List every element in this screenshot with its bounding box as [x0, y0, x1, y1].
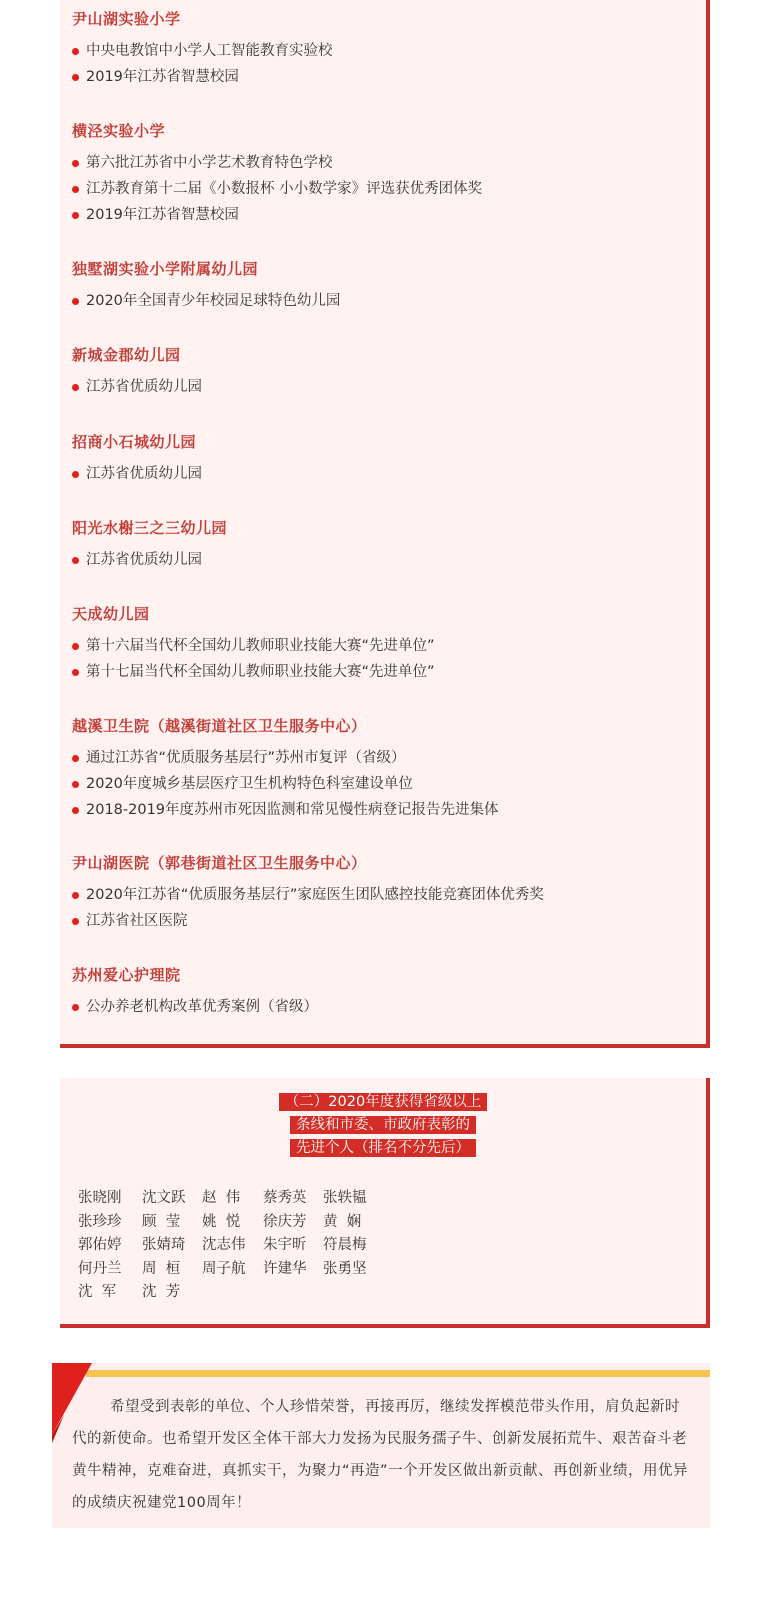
- person-name: 张婧琦: [142, 1237, 186, 1253]
- person-name: 张轶韫: [323, 1190, 367, 1206]
- unit-block: [72, 431, 202, 487]
- unit-block: [72, 715, 499, 823]
- award-item: 第十六届当代杯全国幼儿教师职业技能大赛“先进单位”: [72, 633, 435, 659]
- person-name: 符晨梅: [323, 1237, 367, 1253]
- unit-name: 苏州爱心护理院: [72, 966, 181, 984]
- names-row: [78, 1210, 383, 1234]
- unit-name: 尹山湖实验小学: [72, 10, 181, 28]
- unit-name: 招商小石城幼儿园: [72, 433, 197, 451]
- unit-block: [72, 120, 482, 228]
- unit-block: [72, 603, 435, 685]
- award-item: 江苏教育第十二届《小数报杯 小小数学家》评选获优秀团体奖: [72, 176, 482, 202]
- unit-name: 阳光水榭三之三幼儿园: [72, 519, 228, 537]
- person-name: 张勇坚: [323, 1260, 367, 1277]
- award-item: 公办养老机构改革优秀案例（省级）: [72, 994, 318, 1020]
- award-item: 2020年江苏省“优质服务基层行”家庭医生团队感控技能竞赛团体优秀奖: [72, 882, 544, 908]
- names-row: [78, 1186, 383, 1210]
- section-title-line: （二）2020年度获得省级以上: [60, 1091, 706, 1113]
- person-name: 何丹兰: [78, 1260, 122, 1277]
- unit-block: [72, 258, 340, 314]
- award-item: 2020年度城乡基层医疗卫生机构特色科室建设单位: [72, 771, 499, 797]
- unit-name: 横泾实验小学: [72, 122, 166, 140]
- award-item: 江苏省优质幼儿园: [72, 374, 202, 400]
- unit-name: 天成幼儿园: [72, 605, 150, 623]
- award-item: 2018-2019年度苏州市死因监测和常见慢性病登记报告先进集体: [72, 797, 499, 823]
- person-name: 朱宇昕: [263, 1237, 307, 1253]
- award-item: 2019年江苏省智慧校园: [72, 64, 333, 90]
- gold-accent-bar: [86, 1370, 710, 1377]
- award-item: 2019年江苏省智慧校园: [72, 202, 482, 228]
- unit-block: [72, 852, 544, 934]
- names-row: [78, 1257, 383, 1281]
- names-grid: [78, 1186, 383, 1304]
- unit-block: [72, 517, 227, 573]
- names-row: [78, 1233, 383, 1257]
- person-name: 徐庆芳: [263, 1213, 307, 1230]
- person-name: 周 桓: [142, 1260, 181, 1277]
- unit-block: [72, 8, 333, 90]
- person-name: 顾 莹: [142, 1213, 181, 1230]
- person-name: 许建华: [263, 1260, 307, 1277]
- unit-name: 尹山湖医院（郭巷街道社区卫生服务中心）: [72, 854, 367, 872]
- award-item: 第十七届当代杯全国幼儿教师职业技能大赛“先进单位”: [72, 659, 435, 685]
- award-item: 2020年全国青少年校园足球特色幼儿园: [72, 288, 340, 314]
- person-name: 沈文跃: [142, 1190, 186, 1206]
- award-item: 江苏省优质幼儿园: [72, 461, 202, 487]
- person-name: 郭佑婷: [78, 1237, 122, 1253]
- person-name: 张珍珍: [78, 1213, 122, 1230]
- award-item: 江苏省优质幼儿园: [72, 547, 227, 573]
- person-name: 姚 悦: [202, 1213, 241, 1230]
- person-name: 黄 娴: [323, 1213, 362, 1230]
- award-item: 江苏省社区医院: [72, 908, 544, 934]
- closing-section: [52, 1363, 710, 1528]
- person-name: 赵 伟: [202, 1190, 241, 1206]
- unit-name: 独墅湖实验小学附属幼儿园: [72, 260, 259, 278]
- person-name: 张晓刚: [78, 1190, 122, 1206]
- person-name: 周子航: [202, 1260, 246, 1277]
- person-name: 沈志伟: [202, 1237, 246, 1253]
- section-title-line: 先进个人（排名不分先后）: [60, 1137, 706, 1159]
- closing-paragraph: 希望受到表彰的单位、个人珍惜荣誉，再接再厉，继续发挥模范带头作用，肩负起新时代的新使命。也希望开发区全体干部大力发扬为民服务孺子牛、创新发展拓荒牛、艰苦奋斗老黄牛精神，克难奋进，真抓实干，为聚力“再造”一个开发区做出新贡献、再创新业绩，用优异的成绩庆祝建党100周年！: [72, 1399, 689, 1511]
- unit-block: [72, 964, 318, 1020]
- unit-block: [72, 344, 202, 400]
- names-row: [78, 1280, 383, 1304]
- person-name: 蔡秀英: [263, 1190, 307, 1206]
- unit-name: 新城金郡幼儿园: [72, 346, 181, 364]
- unit-name: 越溪卫生院（越溪街道社区卫生服务中心）: [72, 717, 367, 735]
- individual-honors-card: [60, 1078, 710, 1328]
- award-item: 通过江苏省“优质服务基层行”苏州市复评（省级）: [72, 745, 499, 771]
- person-name: 沈 芳: [142, 1284, 181, 1300]
- unit-honors-card: [60, 0, 710, 1048]
- award-item: 中央电教馆中小学人工智能教育实验校: [72, 38, 333, 64]
- person-name: 沈 军: [78, 1284, 117, 1300]
- award-item: 第六批江苏省中小学艺术教育特色学校: [72, 150, 482, 176]
- section-title-line: 条线和市委、市政府表彰的: [60, 1114, 706, 1136]
